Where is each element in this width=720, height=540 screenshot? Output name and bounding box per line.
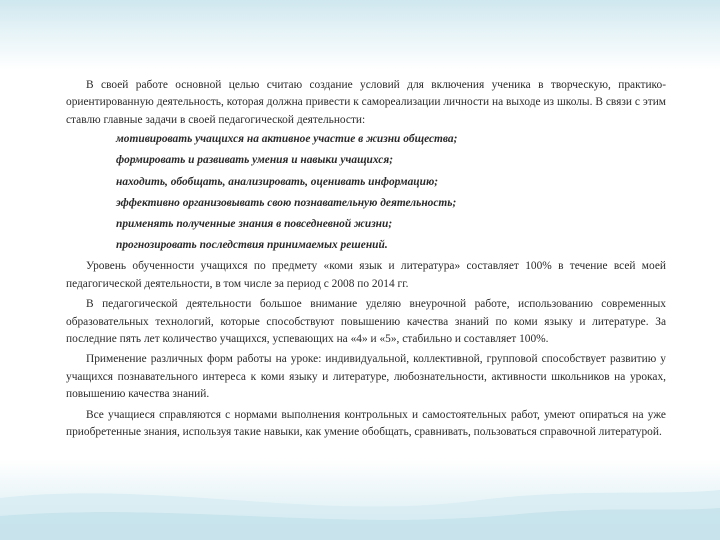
achievement-paragraph: Уровень обученности учащихся по предмету «коми язык и литература» составляет 100% в течение всей моей педагогической деятельности, в том числе за период с 2008 по 2014 гг. bbox=[66, 260, 666, 290]
task-list bbox=[66, 129, 666, 256]
task-item: прогнозировать последствия принимаемых решений. bbox=[116, 239, 388, 252]
task-item: находить, обобщать, анализировать, оценивать информацию; bbox=[116, 175, 439, 188]
task-item: применять полученные знания в повседневной жизни; bbox=[116, 217, 393, 230]
task-item: мотивировать учащихся на активное участие в жизни общества; bbox=[116, 133, 458, 146]
assessment-paragraph: Все учащиеся справляются с нормами выполнения контрольных и самостоятельных работ, умеют опираться на уже приобретенные знания, используя такие навыки, как умение обобщать, сравнивать, пользоваться справочной литературой. bbox=[66, 408, 666, 438]
task-item: формировать и развивать умения и навыки учащихся; bbox=[116, 154, 394, 167]
top-decoration-band bbox=[0, 0, 720, 70]
work-forms-paragraph: Применение различных форм работы на уроке: индивидуальной, коллективной, групповой способствует развитию у учащихся познавательного интереса к коми языку и литературе, любознательности, активности школьников на уроках, повышению качества знаний. bbox=[66, 353, 666, 401]
document-body bbox=[66, 77, 666, 441]
intro-paragraph: В своей работе основной целью считаю создание условий для включения ученика в творческую, практико-ориентированную деятельность, которая должна привести к самореализации личности на выходе из школы. В связи с этим ставлю главные задачи в своей педагогической деятельности: bbox=[66, 79, 666, 126]
task-item: эффективно организовывать свою познавательную деятельность; bbox=[116, 196, 457, 209]
extracurricular-paragraph: В педагогической деятельности большое внимание уделяю внеурочной работе, использованию современных образовательных технологий, которые способствуют повышению качества знаний по коми языку и литературе. За последние пять лет количество учащихся, успевающих на «4» и «5», стабильно и составляет 100%. bbox=[66, 298, 666, 345]
bottom-wave-decoration bbox=[0, 460, 720, 540]
